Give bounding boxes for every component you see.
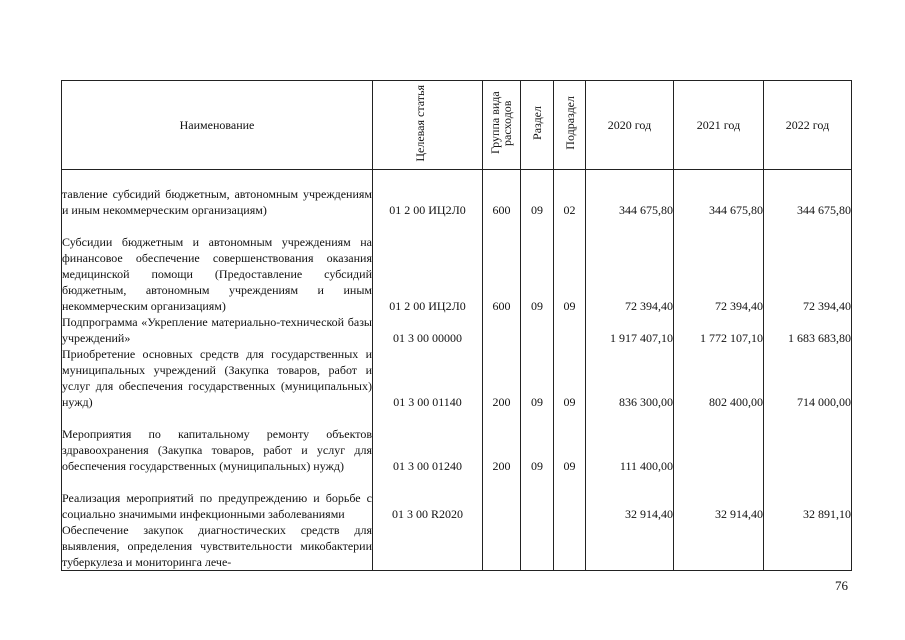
row-2020: 111 400,00 [586,410,674,474]
header-section-text: Раздел [530,106,544,140]
row-2020 [586,522,674,571]
header-subsection-text: Подраздел [562,96,577,150]
row-name: Мероприятия по капитальному ремонту объектов здравоохранения (Закупка товаров, работ и услуг для обеспечения государственных (муниципальных) нужд) [62,410,373,474]
row-section [521,314,554,346]
row-subsection: 02 [554,170,586,218]
header-group [483,81,521,170]
row-subsection: 09 [554,410,586,474]
row-2020: 72 394,40 [586,218,674,314]
row-group: 200 [483,346,521,410]
header-target-text: Целевая статья [412,84,427,162]
row-2021 [674,410,764,474]
header-2020 [586,81,674,170]
row-name: тавление субсидий бюджетным, автономным учреждениям и иным некоммерческим организациям) [62,170,373,218]
row-section [521,522,554,571]
header-2022 [764,81,852,170]
row-2022: 72 394,40 [764,218,852,314]
row-group: 600 [483,218,521,314]
row-name: Приобретение основных средств для государственных и муниципальных учреждений (Закупка товаров, работ и услуг для обеспечения государственных (муниципальных) нужд) [62,346,372,409]
row-2022: 32 891,10 [764,474,852,522]
table-row [62,314,852,346]
row-2022: 1 683 683,80 [764,314,852,346]
row-subsection [554,314,586,346]
row-2021: 344 675,80 [674,170,764,218]
table-row [62,474,852,522]
row-target [373,522,483,571]
table-row [62,410,852,474]
row-2021 [674,522,764,571]
row-section: 09 [521,218,554,314]
header-target [373,81,483,170]
header-group-text: Группа вида расходов [487,91,514,155]
row-2021: 1 772 107,10 [674,314,764,346]
row-2020: 32 914,40 [586,474,674,522]
header-name [62,81,373,170]
row-target: 01 2 00 ИЦ2Л0 [373,218,483,314]
row-2020: 836 300,00 [586,346,674,410]
row-subsection: 09 [554,218,586,314]
header-2021-text: 2021 год [696,118,741,132]
row-group: 600 [483,170,521,218]
budget-table [61,80,852,571]
row-2020: 344 675,80 [586,170,674,218]
row-section [521,474,554,522]
row-section: 09 [521,410,554,474]
row-2022 [764,410,852,474]
row-group [483,474,521,522]
row-2022: 714 000,00 [764,346,852,410]
row-section: 09 [521,170,554,218]
row-subsection [554,474,586,522]
row-target: 01 3 00 00000 [373,314,483,346]
header-subsection [554,81,586,170]
row-group [483,314,521,346]
row-2021: 72 394,40 [674,218,764,314]
row-target: 01 3 00 01240 [373,410,483,474]
table-row [62,218,852,314]
row-section: 09 [521,346,554,410]
table-row [62,346,852,410]
row-2021: 32 914,40 [674,474,764,522]
table-row [62,522,852,571]
row-subsection [554,522,586,571]
row-group: 200 [483,410,521,474]
row-group [483,522,521,571]
row-target: 01 3 00 R2020 [373,474,483,522]
row-2022 [764,522,852,571]
header-2021 [674,81,764,170]
header-section [521,81,554,170]
row-name: Обеспечение закупок диагностических средств для выявления, определения чувствительности микобактерии туберкулеза и мониторинга лече- [62,522,372,569]
header-name-text: Наименование [179,118,255,132]
row-subsection: 09 [554,346,586,410]
row-2020: 1 917 407,10 [586,314,674,346]
row-name: Субсидии бюджетным и автономным учреждениям на финансовое обеспечение совершенствования оказания медицинской помощи (Предоставление субсидий бюджетным, автономным учреждениям и иным некоммерческим организациям) [62,218,373,314]
page-number: 76 [835,578,848,593]
header-2022-text: 2022 год [785,118,830,132]
row-target: 01 3 00 01140 [373,346,483,410]
row-name: Подпрограмма «Укрепление материально-технической базы учреждений» [62,314,372,345]
header-2020-text: 2020 год [607,118,652,132]
row-target: 01 2 00 ИЦ2Л0 [373,170,483,218]
row-2021: 802 400,00 [674,346,764,410]
table-row [62,170,852,218]
row-2022: 344 675,80 [764,170,852,218]
header-row [62,81,852,170]
row-name: Реализация мероприятий по предупреждению и борьбе с социально значимыми инфекционными заболеваниями [62,474,373,522]
